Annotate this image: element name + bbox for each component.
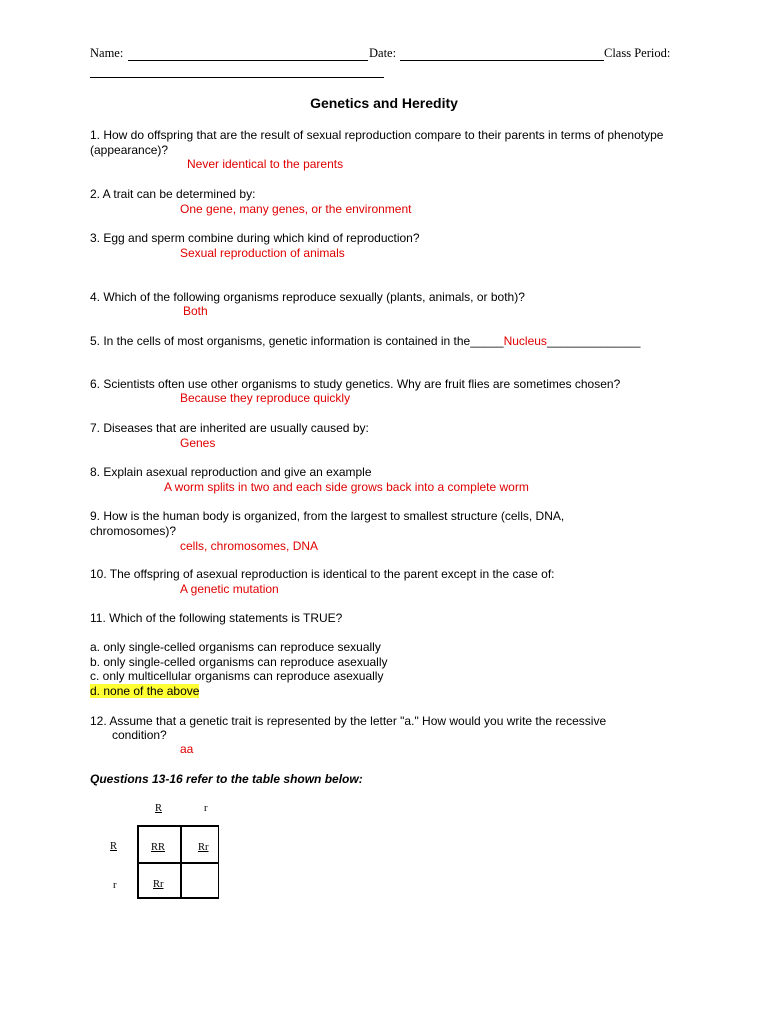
question-7: 7. Diseases that are inherited are usually caused by: <box>90 421 369 435</box>
answer-3: Sexual reproduction of animals <box>180 246 345 260</box>
class-period-underline[interactable] <box>90 77 384 78</box>
answer-8: A worm splits in two and each side grows back into a complete worm <box>164 480 529 494</box>
question-12-line2: condition? <box>112 728 167 742</box>
date-underline[interactable] <box>400 60 604 61</box>
question-11: 11. Which of the following statements is TRUE? <box>90 611 343 625</box>
punnett-cell-Rr-bottom: Rr <box>153 879 164 890</box>
answer-5: Nucleus <box>503 334 547 348</box>
question-4: 4. Which of the following organisms reproduce sexually (plants, animals, or both)? <box>90 290 525 304</box>
q11-option-d-highlight: d. none of the above <box>90 684 200 698</box>
question-12: 12. Assume that a genetic trait is represented by the letter "a." How would you write the recessive <box>90 714 607 728</box>
punnett-cell-RR: RR <box>151 842 166 853</box>
punnett-horizontal-divider <box>137 862 219 864</box>
question-8: 8. Explain asexual reproduction and give an example <box>90 465 372 479</box>
answer-7: Genes <box>180 436 216 450</box>
answer-10: A genetic mutation <box>180 582 279 596</box>
question-2: 2. A trait can be determined by: <box>90 187 256 201</box>
question-5-prefix: 5. In the cells of most organisms, genetic information is contained in the_____ <box>90 334 504 348</box>
question-5 <box>90 334 640 349</box>
question-3: 3. Egg and sperm combine during which kind of reproduction? <box>90 231 420 245</box>
name-underline[interactable] <box>128 60 368 61</box>
answer-12: aa <box>180 742 194 756</box>
punnett-cell-Rr-top: Rr <box>198 842 209 853</box>
q11-option-b: b. only single-celled organisms can reproduce asexually <box>90 655 388 669</box>
row-header-1: R <box>110 841 118 852</box>
page-title: Genetics and Heredity <box>310 95 458 111</box>
answer-6: Because they reproduce quickly <box>180 391 351 405</box>
q11-option-a: a. only single-celled organisms can reproduce sexually <box>90 640 381 654</box>
question-1: 1. How do offspring that are the result of sexual reproduction compare to their parents in terms of phenotype (appearance)? <box>90 128 664 157</box>
q11-option-c: c. only multicellular organisms can reproduce asexually <box>90 669 384 683</box>
row-header-2: r <box>113 880 117 891</box>
q11-option-d <box>90 684 199 699</box>
col-header-1: R <box>155 803 163 814</box>
answer-9: cells, chromosomes, DNA <box>180 539 319 553</box>
question-9: 9. How is the human body is organized, from the largest to smallest structure (cells, DNA, chromosomes)? <box>90 509 565 538</box>
answer-2: One gene, many genes, or the environment <box>180 202 412 216</box>
answer-1: Never identical to the parents <box>187 157 344 171</box>
answer-4: Both <box>183 304 208 318</box>
table-heading: Questions 13-16 refer to the table shown below: <box>90 772 363 786</box>
date-label: Date: <box>369 46 397 60</box>
question-10: 10. The offspring of asexual reproduction is identical to the parent except in the case of: <box>90 567 555 581</box>
question-6: 6. Scientists often use other organisms to study genetics. Why are fruit flies are sometimes chosen? <box>90 377 621 391</box>
question-5-suffix: ______________ <box>546 334 641 348</box>
col-header-2: r <box>204 803 208 814</box>
class-period-label: Class Period: <box>604 46 671 60</box>
name-label: Name: <box>90 46 124 60</box>
